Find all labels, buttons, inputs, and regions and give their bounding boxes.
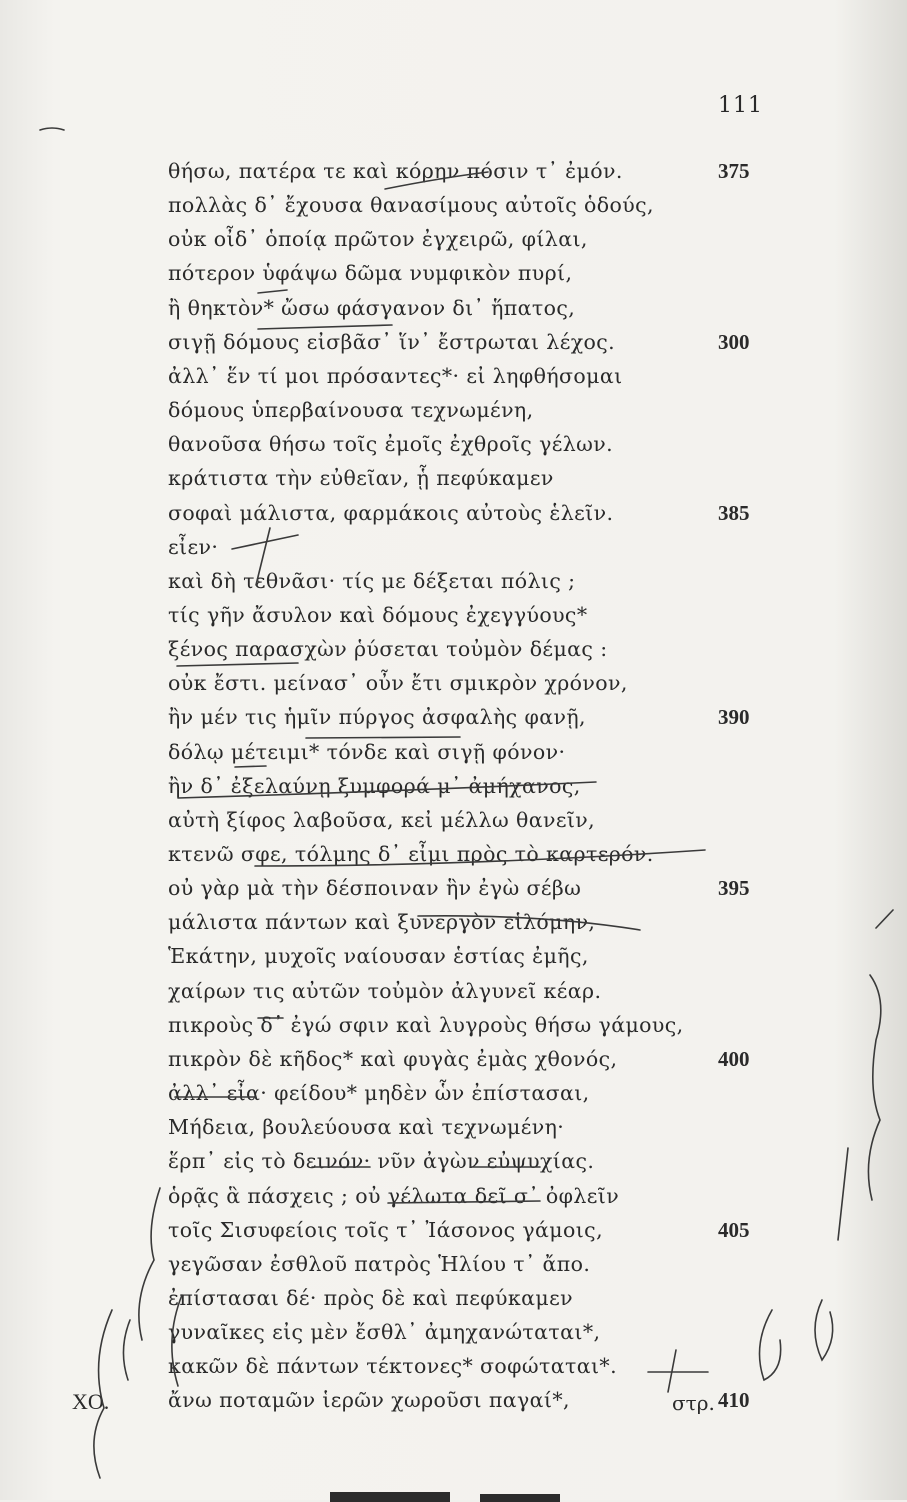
line-number: 400: [718, 1047, 750, 1071]
line-number: 385: [718, 501, 750, 525]
verse-line: θανοῦσα θήσω τοῖς ἐμοῖς ἐχθροῖς γέλων.: [168, 432, 614, 456]
line-number: 390: [718, 705, 750, 729]
verse-line: δόλῳ μέτειμι* τόνδε καὶ σιγῇ φόνον·: [168, 740, 566, 764]
line-number: 375: [718, 159, 750, 183]
verse-line: ἀλλ᾽ ἕν τί μοι πρόσαντες*· εἰ ληφθήσομαι: [168, 364, 623, 388]
verse-line: ἕρπ᾽ εἰς τὸ δεινόν· νῦν ἀγὼν εὐψυχίας.: [168, 1149, 595, 1173]
verse-line: χαίρων τις αὐτῶν τοὐμὸν ἀλγυνεῖ κέαρ.: [168, 979, 602, 1003]
verse-line: ἢν μέν τις ἡμῖν πύργος ἀσφαλὴς φανῇ,: [168, 705, 586, 729]
verse-line: θήσω, πατέρα τε καὶ κόρην πόσιν τ᾽ ἐμόν.: [168, 159, 623, 183]
verse-line: ἄνω ποταμῶν ἱερῶν χωροῦσι παγαί*,: [168, 1388, 570, 1412]
verse-line: ξένος παρασχὼν ῥύσεται τοὐμὸν δέμας :: [168, 637, 608, 661]
verse-line: τίς γῆν ἄσυλον καὶ δόμους ἐχεγγύους*: [168, 603, 588, 627]
marginal-scribble: [815, 1300, 833, 1360]
marginal-scribble: [876, 910, 893, 928]
verse-line: οὐ γὰρ μὰ τὴν δέσποιναν ἣν ἐγὼ σέβω: [168, 876, 582, 900]
verse-line: ἢ θηκτὸν* ὤσω φάσγανον δι᾽ ἥπατος,: [168, 296, 576, 320]
verse-line: πολλὰς δ᾽ ἔχουσα θανασίμους αὐτοῖς ὁδούς,: [168, 193, 654, 217]
verse-line: κακῶν δὲ πάντων τέκτονες* σοφώταται*.: [168, 1354, 618, 1378]
verse-line: εἶεν·: [168, 535, 219, 559]
verse-line: κράτιστα τὴν εὐθεῖαν, ᾗ πεφύκαμεν: [168, 466, 554, 490]
marginal-scribble: [838, 1148, 848, 1240]
speaker-label: ΧΟ.: [72, 1389, 110, 1414]
verse-line: μάλιστα πάντων καὶ ξυνεργὸν εἱλόμην,: [168, 910, 596, 934]
verse-line: αὐτὴ ξίφος λαβοῦσα, κεἰ μέλλω θανεῖν,: [168, 808, 596, 832]
verse-line: σιγῇ δόμους εἰσβᾶσ᾽ ἵν᾽ ἔστρωται λέχος.: [168, 330, 616, 354]
verse-line: ἢν δ᾽ ἐξελαύνῃ ξυμφορά μ᾽ ἀμήχανος,: [168, 774, 581, 798]
marginal-scribble: [139, 1188, 160, 1340]
verse-line: οὐκ οἶδ᾽ ὁποίᾳ πρῶτον ἐγχειρῶ, φίλαι,: [168, 227, 588, 251]
verse-line: οὐκ ἔστι. μείνασ᾽ οὖν ἔτι σμικρὸν χρόνον,: [168, 671, 628, 695]
marginal-scribble: [40, 128, 64, 130]
pencil-underline: [177, 663, 298, 666]
verse-line: κτενῶ σφε, τόλμης δ᾽ εἶμι πρὸς τὸ καρτερόν.: [168, 842, 654, 866]
line-number: 410: [718, 1388, 750, 1412]
verse-line: πότερον ὑφάψω δῶμα νυμφικὸν πυρί,: [168, 261, 573, 285]
verse-line: πικροὺς δ᾽ ἐγώ σφιν καὶ λυγροὺς θήσω γάμους,: [168, 1013, 684, 1037]
verse-line: γεγῶσαν ἐσθλοῦ πατρὸς Ἡλίου τ᾽ ἄπο.: [168, 1252, 591, 1276]
strophe-label: στρ.: [672, 1391, 715, 1415]
marginal-scribble: [868, 975, 880, 1200]
pencil-underline: [235, 766, 266, 767]
verse-line: Ἑκάτην, μυχοῖς ναίουσαν ἑστίας ἐμῆς,: [168, 944, 589, 968]
marginal-scribble: [760, 1310, 781, 1380]
page-number: 111: [718, 93, 763, 118]
verse-line: καὶ δὴ τεθνᾶσι· τίς με δέξεται πόλις ;: [168, 569, 576, 593]
pencil-underline: [258, 290, 287, 293]
marginal-scribble: [123, 1320, 130, 1380]
verse-line: πικρὸν δὲ κῆδος* καὶ φυγὰς ἐμὰς χθονός,: [168, 1047, 618, 1071]
verse-line: ὁρᾷς ἃ πάσχεις ; οὐ γέλωτα δεῖ σ᾽ ὀφλεῖν: [168, 1184, 620, 1208]
verse-line: Μήδεια, βουλεύουσα καὶ τεχνωμένη·: [168, 1115, 565, 1139]
verse-line: ἐπίστασαι δέ· πρὸς δὲ καὶ πεφύκαμεν: [168, 1286, 573, 1310]
line-number: 395: [718, 876, 750, 900]
verse-line: δόμους ὑπερβαίνουσα τεχνωμένη,: [168, 398, 534, 422]
pencil-cross-mark: [648, 1350, 708, 1392]
verse-line: ἀλλ᾽ εἶα· φείδου* μηδὲν ὧν ἐπίστασαι,: [168, 1081, 590, 1105]
line-number: 405: [718, 1218, 750, 1242]
verse-line: σοφαὶ μάλιστα, φαρμάκοις αὐτοὺς ἑλεῖν.: [168, 501, 614, 525]
verse-line: γυναῖκες εἰς μὲν ἔσθλ᾽ ἀμηχανώταται*,: [168, 1320, 601, 1344]
verse-line: τοῖς Σισυφείοις τοῖς τ᾽ Ἰάσονος γάμοις,: [168, 1218, 603, 1242]
line-number: 300: [718, 330, 750, 354]
